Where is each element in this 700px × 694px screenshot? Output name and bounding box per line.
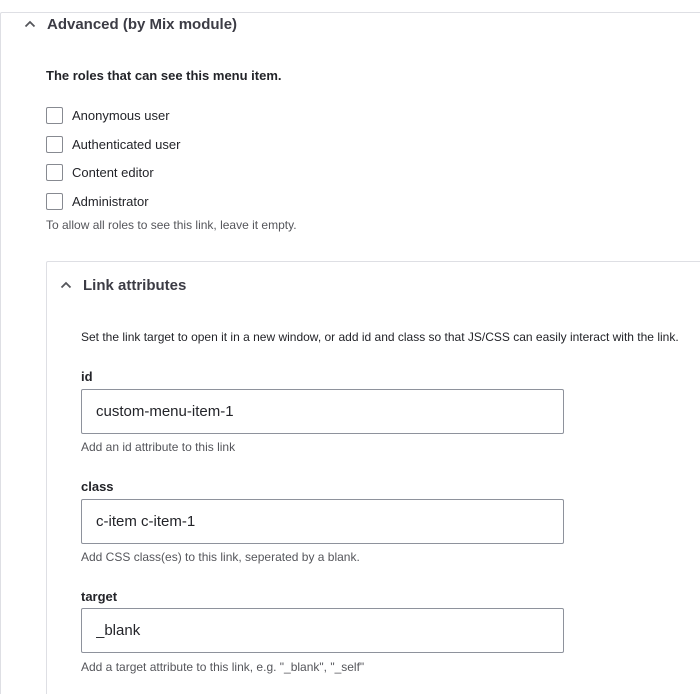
role-option-content-editor <box>46 163 154 181</box>
role-label-content-editor[interactable]: Content editor <box>72 164 154 180</box>
role-checkbox-content-editor[interactable] <box>46 164 63 181</box>
chevron-up-icon <box>60 279 72 291</box>
id-help-text: Add an id attribute to this link <box>81 440 236 454</box>
roles-fieldset-title: The roles that can see this menu item. <box>46 68 282 83</box>
role-option-authenticated <box>46 135 180 153</box>
target-input[interactable] <box>81 608 564 653</box>
id-input[interactable] <box>81 389 564 434</box>
advanced-details-title: Advanced (by Mix module) <box>47 15 238 33</box>
link-attributes-description: Set the link target to open it in a new window, or add id and class so that JS/CSS can easily interact with the link. <box>81 330 679 344</box>
advanced-details-toggle[interactable] <box>24 14 237 34</box>
role-checkbox-anonymous[interactable] <box>46 107 63 124</box>
role-option-administrator <box>46 192 149 210</box>
target-help-text: Add a target attribute to this link, e.g. "_blank", "_self" <box>81 660 365 674</box>
class-help-text: Add CSS class(es) to this link, seperated by a blank. <box>81 550 360 564</box>
role-label-administrator[interactable]: Administrator <box>72 193 149 209</box>
chevron-up-icon <box>24 18 36 30</box>
id-field-label: id <box>81 369 93 384</box>
target-field-label: target <box>81 589 118 604</box>
roles-help-text: To allow all roles to see this link, leave it empty. <box>46 218 297 232</box>
link-attributes-toggle[interactable] <box>60 275 186 295</box>
role-checkbox-administrator[interactable] <box>46 193 63 210</box>
class-field-label: class <box>81 479 114 494</box>
role-checkbox-authenticated[interactable] <box>46 136 63 153</box>
class-input[interactable] <box>81 499 564 544</box>
role-label-anonymous[interactable]: Anonymous user <box>72 107 170 123</box>
link-attributes-title: Link attributes <box>83 276 187 294</box>
role-option-anonymous <box>46 106 170 124</box>
role-label-authenticated[interactable]: Authenticated user <box>72 136 181 152</box>
